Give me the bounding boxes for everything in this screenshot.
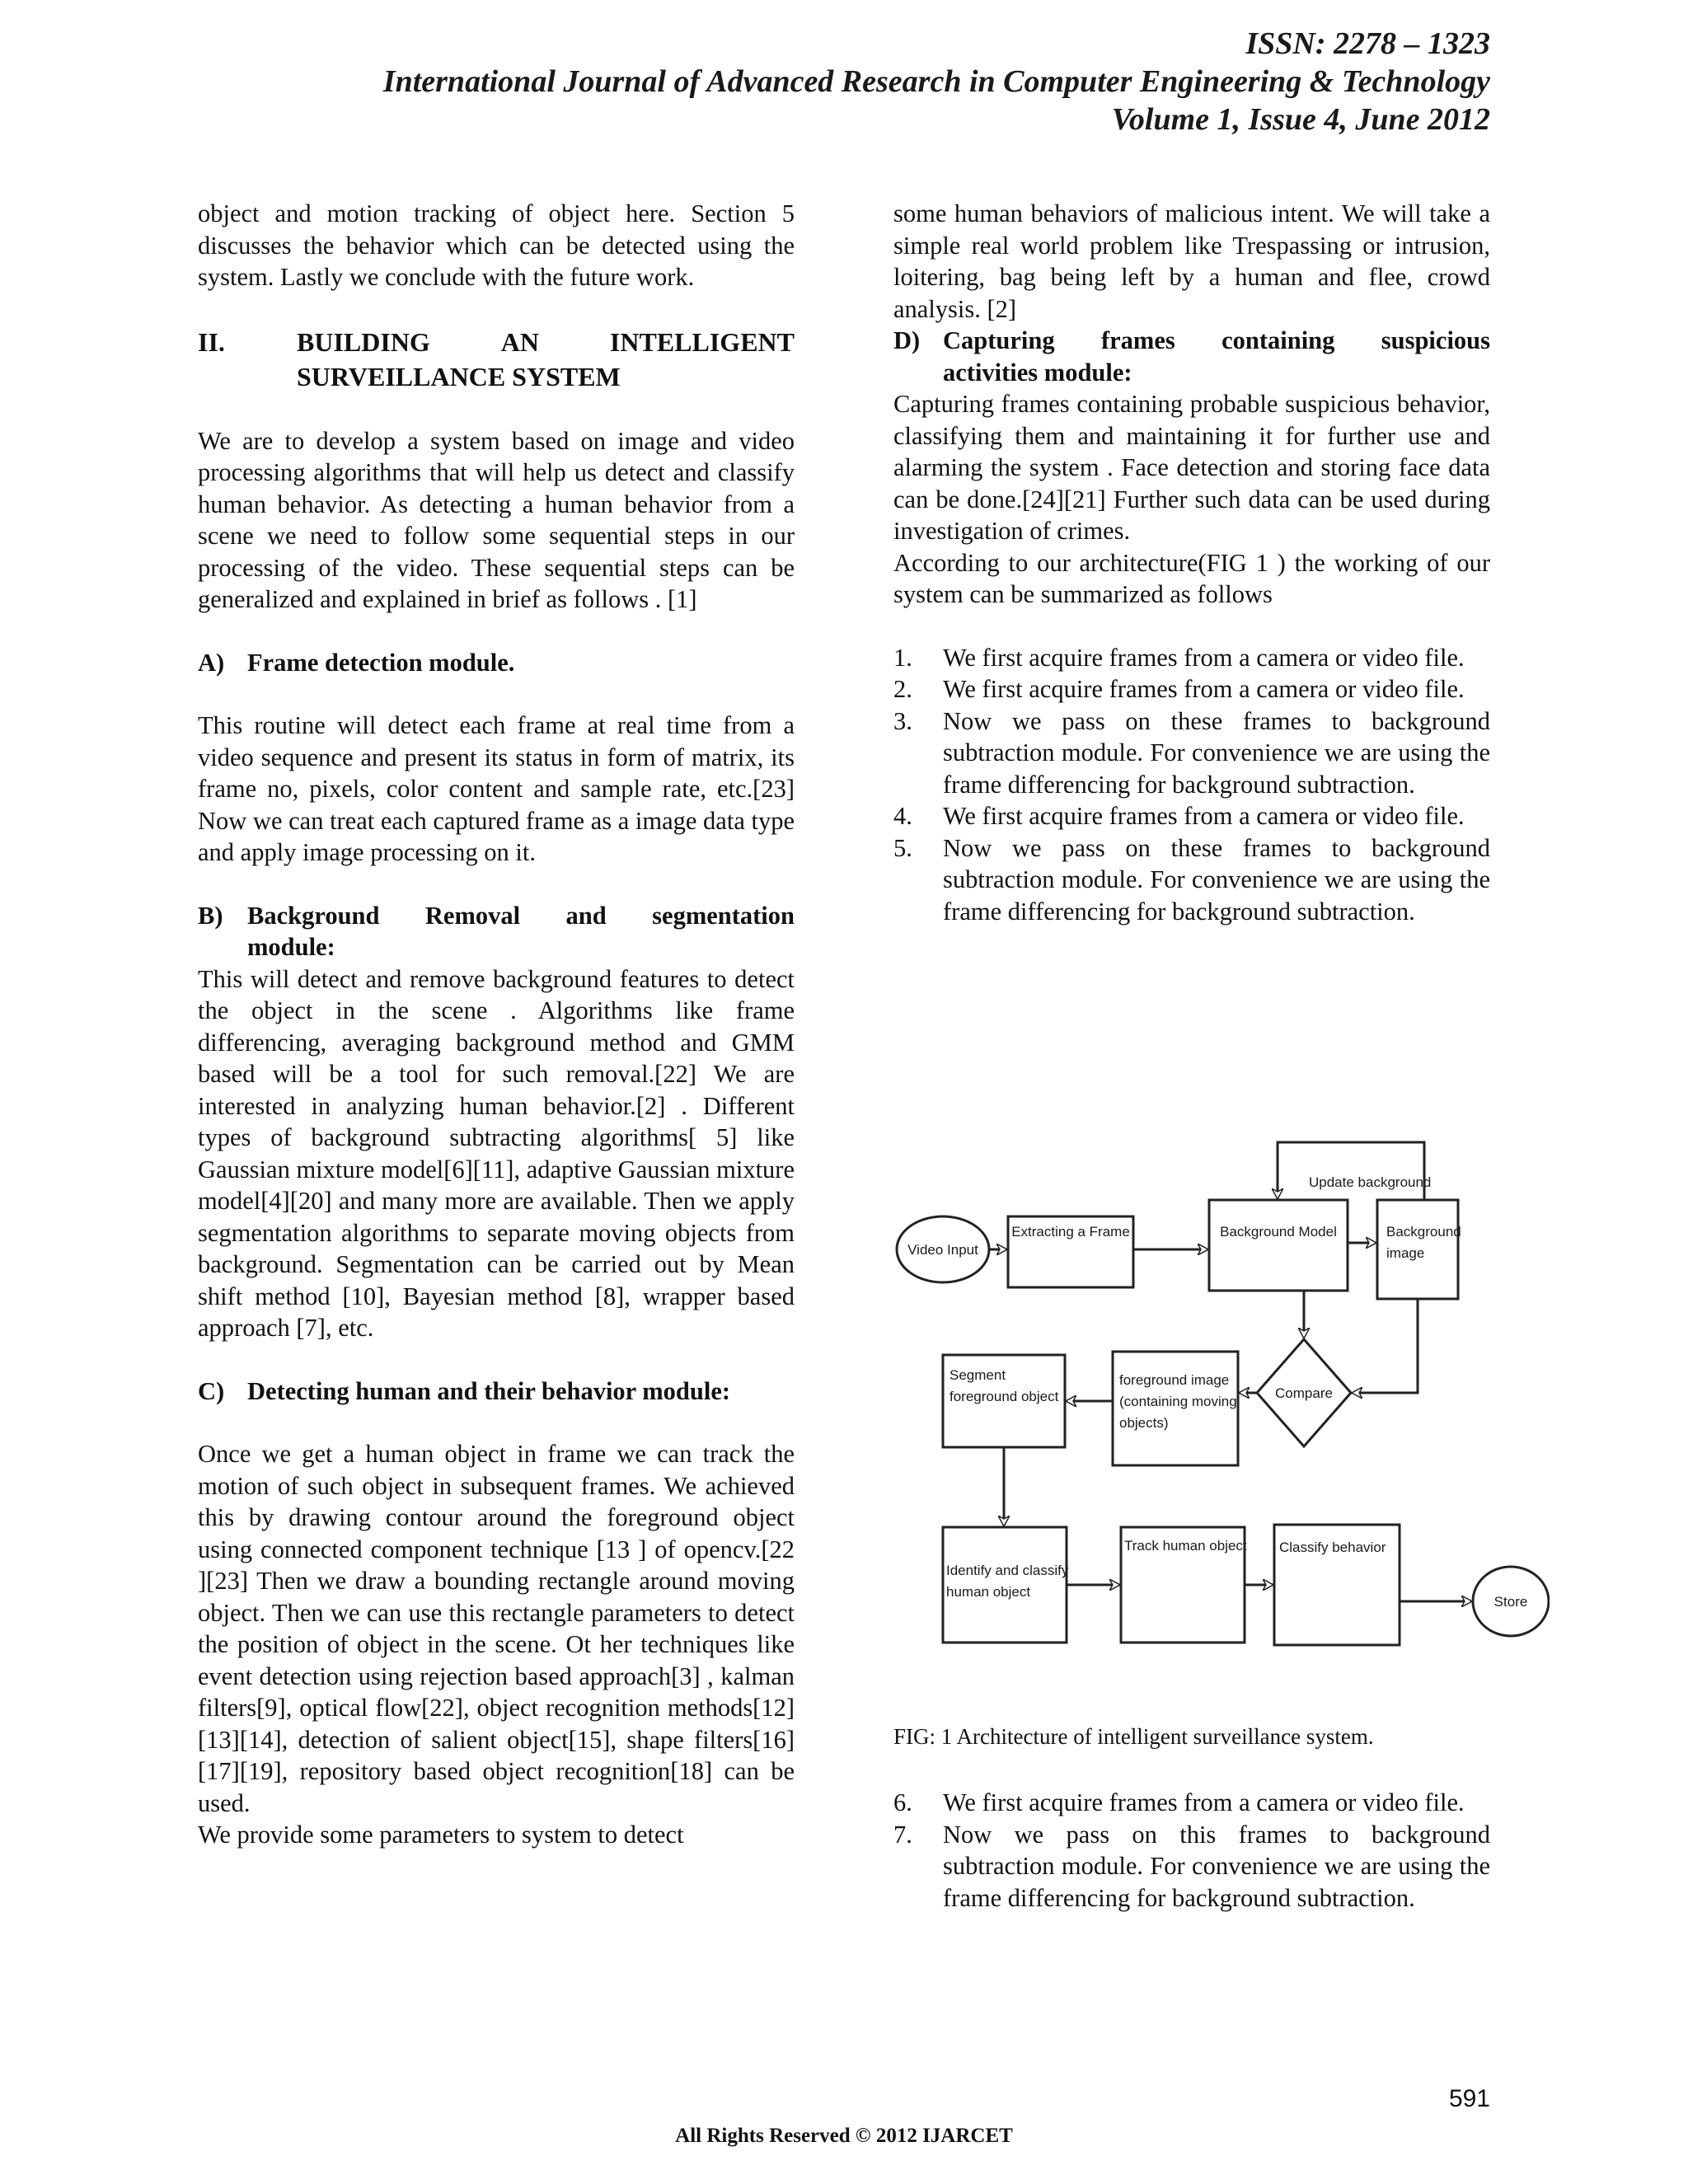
list-item [893,1787,1490,1819]
list-item [893,673,1490,705]
subsection-title-word: Removal [424,901,521,930]
list-item [893,832,1490,928]
list-text: We first acquire frames from a camera or video file. [943,802,1465,830]
continuation-paragraph: some human behaviors of malicious intent. We will take a simple real world problem like Trespassing or intrusion, loitering, bag being left by a human and flee, crowd analysis. [2] [893,199,1490,323]
section-title-word: INTELLIGENT [609,326,795,357]
journal-volume: Volume 1, Issue 4, June 2012 [1111,102,1490,137]
section-number: II. [198,326,225,357]
segment-label: Segment [950,1367,1006,1383]
list-text: Now we pass on these frames to background subtraction module. For convenience we are using the frame differencing for background subtraction. [943,706,1490,799]
list-number: 4. [893,802,912,830]
list-text: Now we pass on these frames to background subtraction module. For convenience we are using the frame differencing for background subtraction. [943,833,1490,926]
subsection-d-heading [893,325,1490,388]
foreground-label: foreground image [1119,1372,1230,1388]
background-model-label: Background Model [1220,1224,1337,1240]
copyright-footer: All Rights Reserved © 2012 IJARCET [675,2125,1013,2147]
background-image-label: Background [1386,1224,1461,1240]
classify-label: Classify behavior [1279,1540,1386,1555]
section-title-word: AN [500,326,539,357]
identify-label: human object [946,1584,1031,1600]
subsection-b-text: This will detect and remove background features to detect the object in the scene . Algorithms like frame differencing, averaging background method and GMM based will be a tool for such removal.[22] We are interested in analyzing human behavior.[2] . Different types of background subtracting algorithms[ 5] like Gaussian mixture model[6][11], adaptive Gaussian mixture model[4][20] and many more are available. Then we apply segmentation algorithms to separate moving objects from background. Segmentation can be carried out by Mean shift method [10], Bayesian method [8], wrapper based approach [7], etc. [198,964,795,1342]
list-text: We first acquire frames from a camera or video file. [943,1788,1465,1816]
segment-label: foreground object [950,1389,1059,1404]
list-text: We first acquire frames from a camera or video file. [943,675,1465,703]
subsection-label: C) [198,1376,225,1405]
section-2-intro: We are to develop a system based on image and video processing algorithms that will help us detect and classify human behavior. As detecting a human behavior from a scene we need to follow some sequential steps in our processing of the video. These sequential steps can be generalized and explained in brief as follows . [1] [198,426,795,613]
right-column [893,198,1490,927]
video-input-label: Video Input [907,1242,978,1258]
list-number: 6. [893,1788,912,1816]
list-item [893,705,1490,801]
subsection-label: D) [893,326,921,354]
subsection-title-word: and [565,901,607,930]
figure-caption: FIG: 1 Architecture of intelligent surveillance system. [893,1724,1374,1749]
intro-paragraph: object and motion tracking of object here. Section 5 discusses the behavior which can be detected using the system. Lastly we conclude with the future work. [198,199,795,291]
subsection-title-word: segmentation [652,901,795,930]
subsection-title-word: Background [247,901,380,930]
closing-paragraph: We provide some parameters to system to detect [198,1821,684,1849]
architecture-intro: According to our architecture(FIG 1 ) the working of our system can be summarized as follows [893,548,1490,608]
journal-issn: ISSN: 2278 – 1323 [1245,26,1490,61]
update-background-label: Update background [1309,1174,1432,1190]
subsection-title-line2: module: [247,933,335,961]
subsection-title-word: Capturing [943,326,1055,354]
subsection-c-heading [198,1376,795,1408]
extracting-frame-label: Extracting a Frame [1011,1224,1130,1240]
subsection-title-word: containing [1221,326,1335,354]
architecture-figure [890,1136,1550,1663]
subsection-a-text: This routine will detect each frame at real time from a video sequence and present its status in form of matrix, its frame no, pixels, color content and sample rate, etc.[23] Now we can treat each captured frame as a image data type and apply image processing on it. [198,711,795,866]
compare-label: Compare [1275,1385,1333,1401]
subsection-label: B) [198,901,223,930]
section-title-line2: SURVEILLANCE SYSTEM [297,361,621,391]
section-2-heading [198,325,795,394]
list-number: 3. [893,706,912,735]
steps-list-2 [893,1787,1490,1914]
list-number: 2. [893,675,912,703]
section-title-word: BUILDING [297,326,430,357]
left-column [198,198,795,1851]
list-item [893,800,1490,832]
list-number: 5. [893,833,912,862]
subsection-title: Detecting human and their behavior module: [247,1376,731,1405]
steps-list [893,642,1490,928]
subsection-title-word: suspicious [1381,326,1490,354]
list-number: 7. [893,1820,912,1849]
subsection-title-line2: activities module: [943,358,1132,387]
foreground-label: (containing moving [1119,1394,1237,1409]
background-model-node [1209,1200,1348,1291]
subsection-c-text: Once we get a human object in frame we can track the motion of such object in subsequent frames. We achieved this by drawing contour around the foreground object using connected component technique [13 ] of opencv.[22 ][23] Then we draw a bounding rectangle around moving object. Then we can use this rectangle parameters to detect the position of object in the scene. Ot her techniques like event detection using rejection based approach[3] , kalman filters[9], optical flow[22], object recognition methods[12][13][14], detection of salient object[15], shape filters[16][17][19], repository based object recognition[18] can be used. [198,1440,795,1817]
list-text: We first acquire frames from a camera or video file. [943,643,1465,672]
list-item [893,642,1490,674]
page-number: 591 [1448,2085,1490,2112]
store-label: Store [1493,1594,1528,1610]
list-item [893,1819,1490,1915]
subsection-label: A) [198,648,225,677]
right-column-bottom [893,1787,1490,1914]
background-image-label: image [1386,1245,1425,1261]
list-number: 1. [893,643,912,672]
subsection-b-heading [198,900,795,963]
subsection-title: Frame detection module. [247,648,515,677]
arrow [1353,1300,1418,1393]
update-background-arrow [1278,1142,1424,1200]
subsection-d-text: Capturing frames containing probable suspicious behavior, classifying them and maintaining it for further use and alarming the system . Face detection and storing face data can be done.[24][21] Further such data can be used during investigation of crimes. [893,390,1490,545]
track-label: Track human object [1124,1538,1247,1554]
identify-label: Identify and classify [946,1563,1069,1578]
journal-title: International Journal of Advanced Research in Computer Engineering & Technology [382,64,1490,99]
subsection-title-word: frames [1100,326,1175,354]
foreground-label: objects) [1119,1415,1169,1431]
list-text: Now we pass on this frames to background subtraction module. For convenience we are using the frame differencing for background subtraction. [943,1820,1490,1912]
subsection-a-heading [198,647,795,679]
